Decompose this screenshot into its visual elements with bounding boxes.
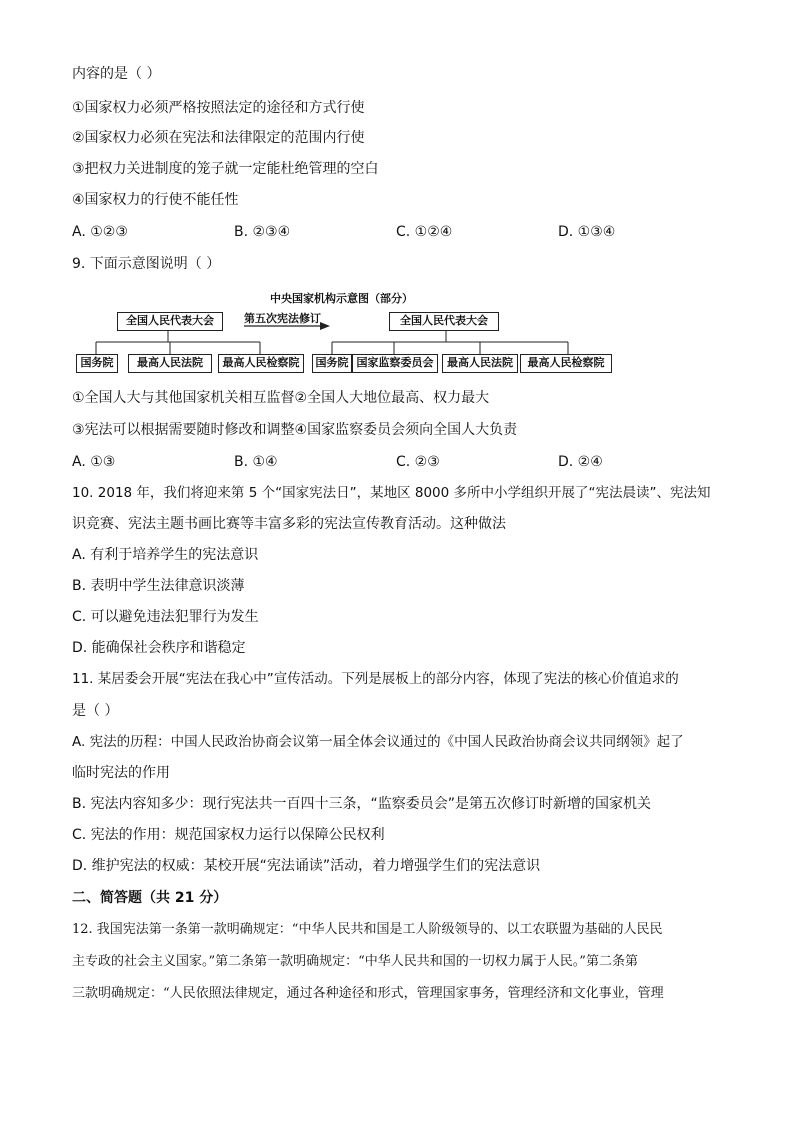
q8-option-a: A. ①②③ bbox=[72, 224, 128, 240]
q10-option-d: D. 能确保社会秩序和谐稳定 bbox=[72, 640, 246, 656]
q8-stem-end: 内容的是（ ） bbox=[72, 66, 161, 82]
q10-option-b: B. 表明中学生法律意识淡薄 bbox=[72, 578, 245, 594]
diagram-title: 中央国家机构示意图（部分） bbox=[270, 292, 413, 305]
right-state-council-box: 国务院 bbox=[312, 354, 352, 373]
q11-option-b: B. 宪法内容知多少：现行宪法共一百四十三条，“监察委员会”是第五次修订时新增的国家机关 bbox=[72, 796, 652, 812]
q8-option-c: C. ①②④ bbox=[396, 224, 453, 240]
right-npc-box: 全国人民代表大会 bbox=[389, 312, 499, 331]
q9-stem: 9. 下面示意图说明（ ） bbox=[72, 256, 221, 272]
q9-statement-2: ③宪法可以根据需要随时修改和调整④国家监察委员会须向全国人大负责 bbox=[72, 422, 518, 438]
diagram-arrow-label: 第五次宪法修订 bbox=[244, 312, 321, 325]
q11-option-a: A. 宪法的历程：中国人民政治协商会议第一届全体会议通过的《中国人民政治协商会议共同纲领》起了 bbox=[72, 734, 684, 750]
right-procuratorate-box: 最高人民检察院 bbox=[520, 354, 612, 373]
q11-option-c: C. 宪法的作用：规范国家权力运行以保障公民权利 bbox=[72, 827, 385, 843]
q10-stem-line-1: 10. 2018 年，我们将迎来第 5 个“国家宪法日”，某地区 8000 多所中小学组织开展了“宪法晨读”、宪法知 bbox=[72, 485, 711, 501]
q11-option-d: D. 维护宪法的权威：某校开展“宪法诵读”活动，着力增强学生们的宪法意识 bbox=[72, 858, 541, 874]
q11-option-a-cont: 临时宪法的作用 bbox=[72, 765, 170, 781]
left-procuratorate-box: 最高人民检察院 bbox=[218, 354, 304, 373]
diagram-connectors bbox=[0, 0, 794, 400]
section-heading: 二、简答题（共 21 分） bbox=[72, 890, 228, 906]
q8-statement-2: ②国家权力必须在宪法和法律限定的范围内行使 bbox=[72, 130, 365, 146]
q9-statement-1: ①全国人大与其他国家机关相互监督②全国人大地位最高、权力最大 bbox=[72, 390, 490, 406]
q9-option-d: D. ②④ bbox=[558, 454, 603, 470]
right-supreme-court-box: 最高人民法院 bbox=[442, 354, 518, 373]
q12-line-2: 主专政的社会主义国家。”第二条第一款明确规定：“中华人民共和国的一切权力属于人民。”第二条第 bbox=[72, 954, 638, 969]
q11-stem-line-2: 是（ ） bbox=[72, 703, 119, 719]
q10-stem-line-2: 识竞赛、宪法主题书画比赛等丰富多彩的宪法宣传教育活动。这种做法 bbox=[72, 516, 506, 532]
q8-option-d: D. ①③④ bbox=[558, 224, 616, 240]
q12-line-3: 三款明确规定：“人民依照法律规定，通过各种途径和形式，管理国家事务，管理经济和文化事业，管理 bbox=[72, 986, 664, 1001]
q8-statement-3: ③把权力关进制度的笼子就一定能杜绝管理的空白 bbox=[72, 161, 379, 177]
q9-option-b: B. ①④ bbox=[234, 454, 278, 470]
q11-stem-line-1: 11. 某居委会开展“宪法在我心中”宣传活动。下列是展板上的部分内容，体现了宪法的核心价值追求的 bbox=[72, 671, 679, 687]
left-npc-box: 全国人民代表大会 bbox=[117, 312, 223, 331]
left-supreme-court-box: 最高人民法院 bbox=[128, 354, 212, 373]
q8-option-b: B. ②③④ bbox=[234, 224, 291, 240]
q8-statement-1: ①国家权力必须严格按照法定的途径和方式行使 bbox=[72, 100, 365, 116]
q10-option-c: C. 可以避免违法犯罪行为发生 bbox=[72, 609, 259, 625]
right-supervision-commission-box: 国家监察委员会 bbox=[352, 354, 438, 373]
left-state-council-box: 国务院 bbox=[76, 354, 118, 373]
q12-line-1: 12. 我国宪法第一条第一款明确规定：“中华人民共和国是工人阶级领导的、以工农联盟为基础的人民民 bbox=[72, 922, 663, 937]
q10-option-a: A. 有利于培养学生的宪法意识 bbox=[72, 547, 259, 563]
q9-option-c: C. ②③ bbox=[396, 454, 440, 470]
q8-statement-4: ④国家权力的行使不能任性 bbox=[72, 192, 239, 208]
q9-option-a: A. ①③ bbox=[72, 454, 116, 470]
